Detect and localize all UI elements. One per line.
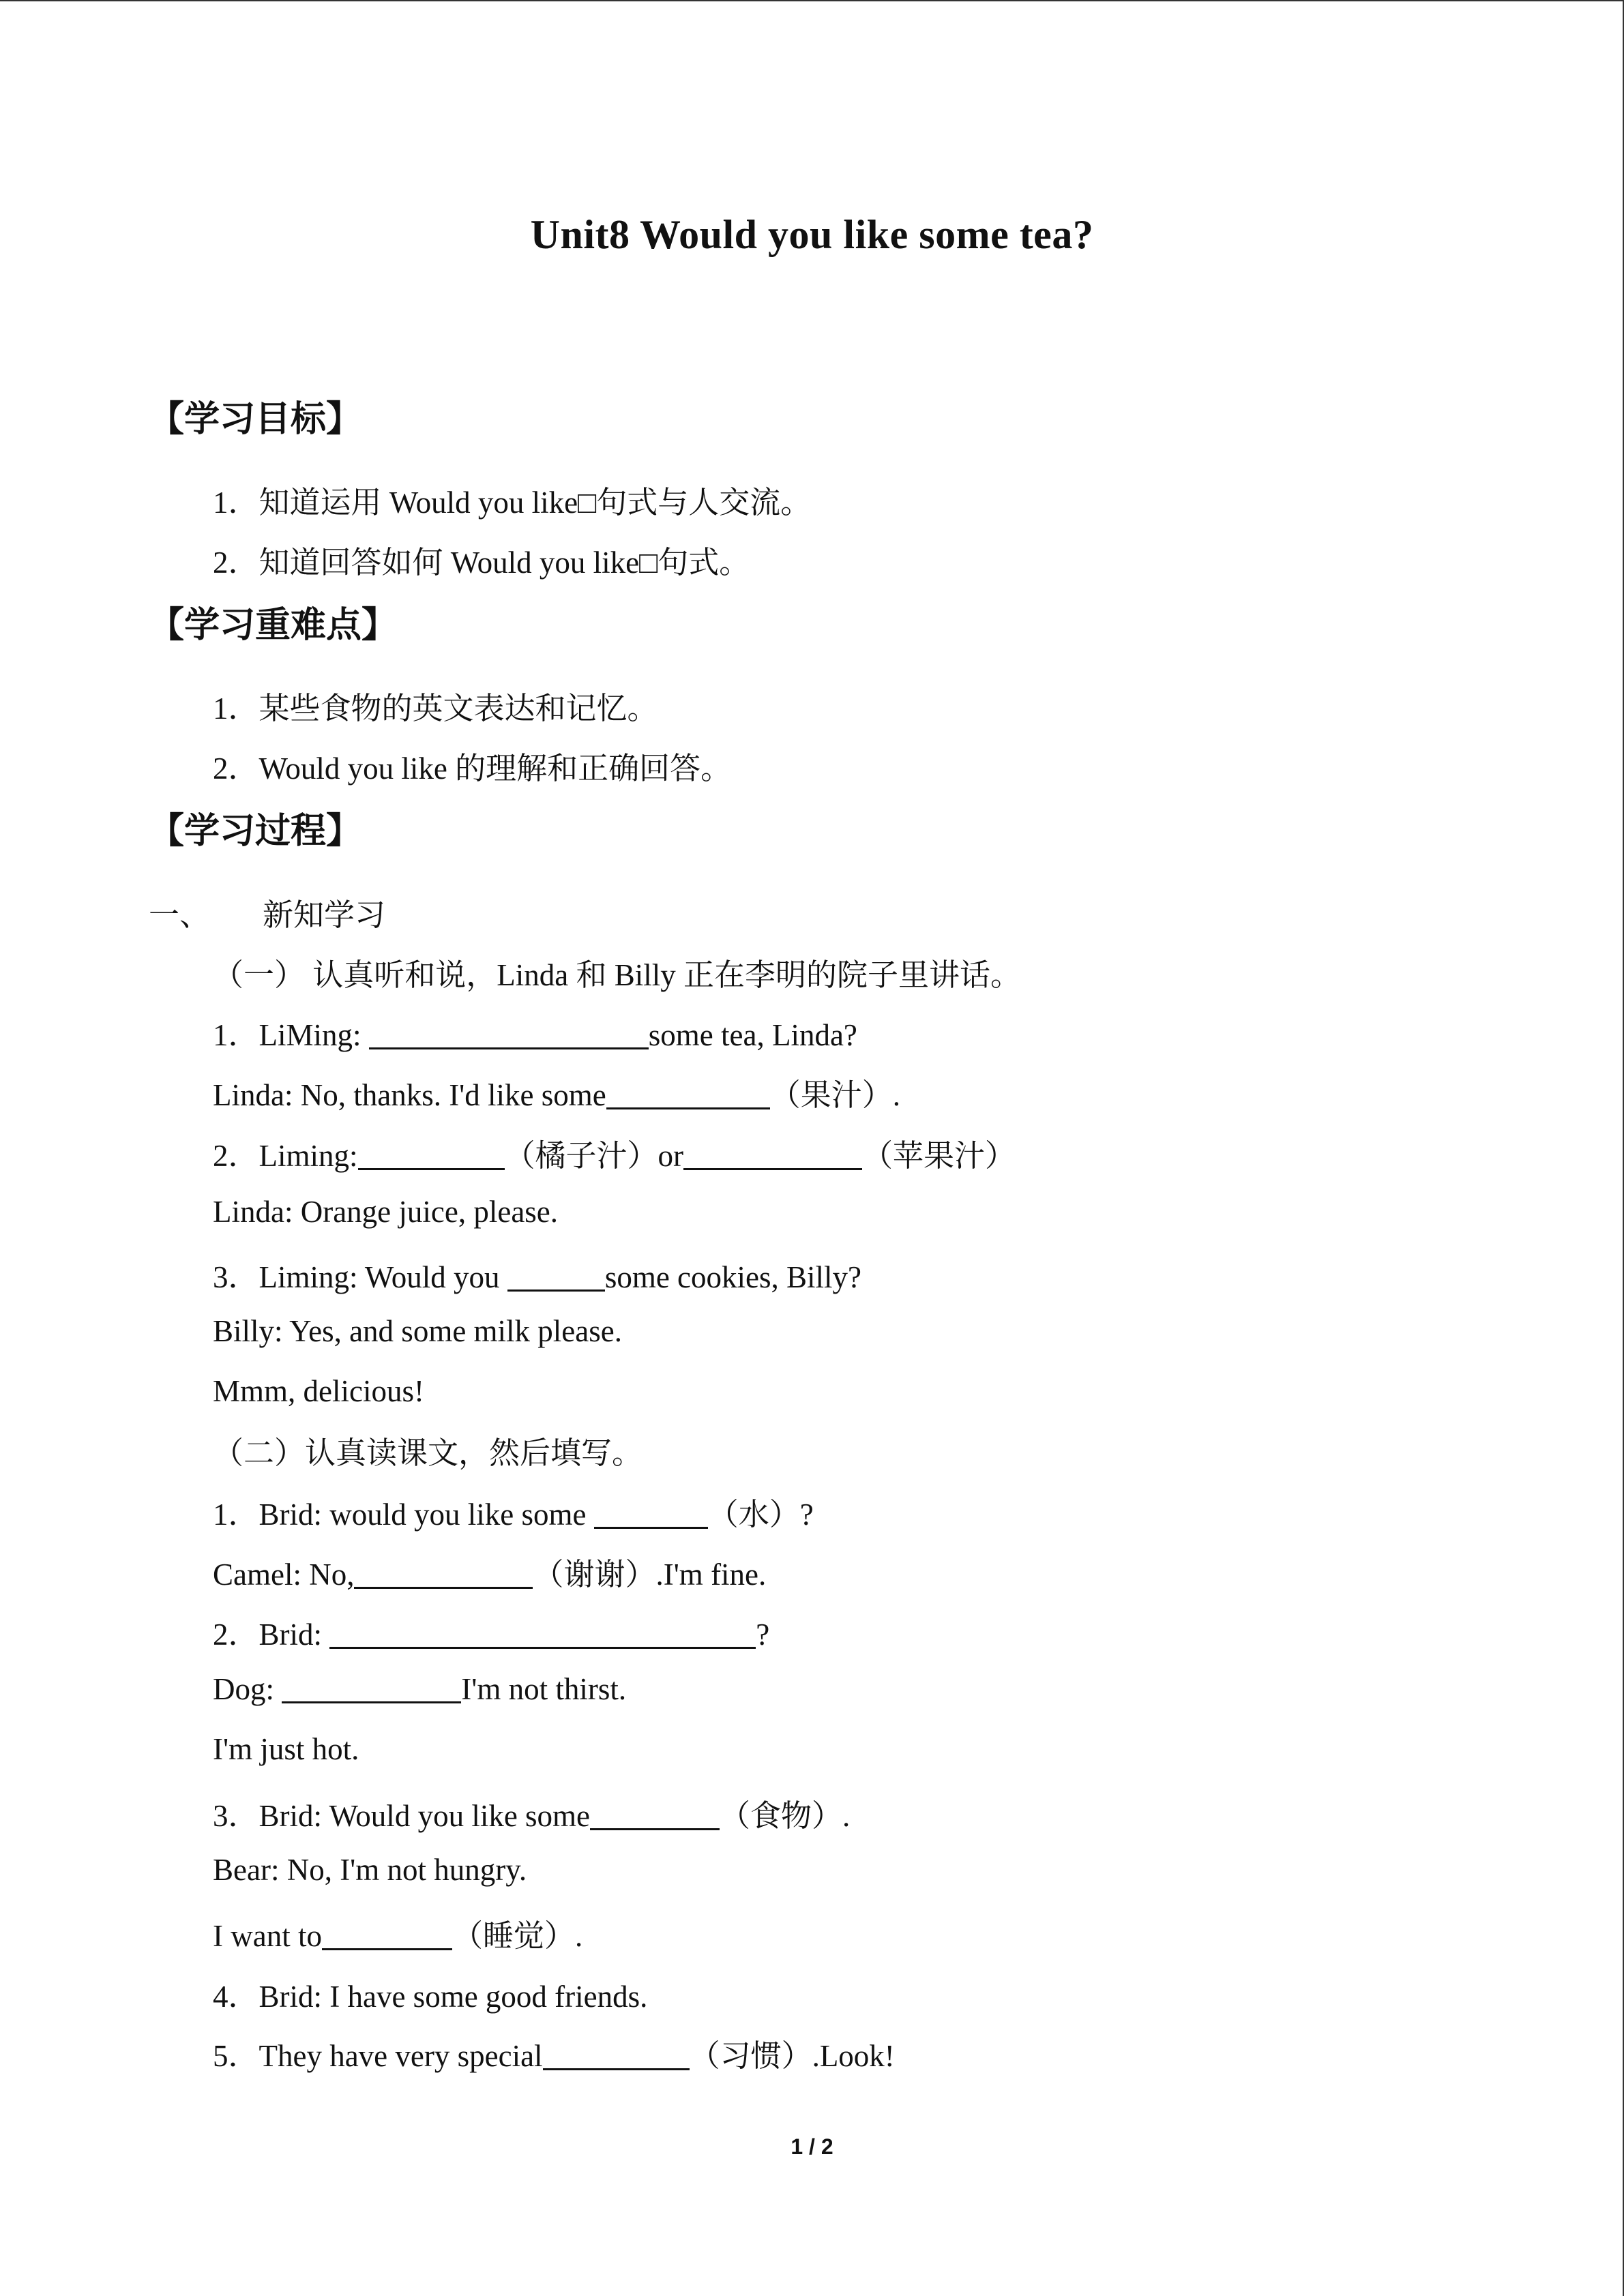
part-number: 一、 bbox=[149, 898, 211, 932]
exercise-line-2a: 2．Liming: （橘子汁）or （苹果汁） bbox=[213, 1139, 1016, 1173]
reading-line-3c: I want to （睡觉）. bbox=[213, 1919, 583, 1953]
exercise-line-2b: Linda: Orange juice, please. bbox=[213, 1195, 559, 1229]
fill-blank[interactable] bbox=[594, 1497, 708, 1529]
subsection-1-heading: （一） 认真听和说，Linda 和 Billy 正在李明的院子里讲话。 bbox=[213, 958, 1021, 992]
document-title: Unit8 Would you like some tea? bbox=[530, 212, 1094, 257]
part-title: 新知学习 bbox=[263, 898, 386, 932]
section-heading-process: 【学习过程】 bbox=[149, 811, 362, 852]
goal-item-1: 1．知道运用 Would you like□句式与人交流。 bbox=[213, 486, 812, 520]
reading-line-2a: 2．Brid: ? bbox=[213, 1617, 770, 1652]
reading-line-2b: Dog: I'm not thirst. bbox=[213, 1672, 627, 1706]
fill-blank[interactable] bbox=[358, 1138, 505, 1170]
exercise-line-1a: 1．LiMing: some tea, Linda? bbox=[213, 1018, 857, 1052]
key-point-item-1: 1．某些食物的英文表达和记忆。 bbox=[213, 691, 658, 726]
fill-blank[interactable] bbox=[507, 1259, 605, 1292]
reading-line-1b: Camel: No, （谢谢）.I'm fine. bbox=[213, 1557, 767, 1592]
section-heading-goals: 【学习目标】 bbox=[149, 399, 362, 440]
subsection-2-heading: （二）认真读课文，然后填写。 bbox=[213, 1436, 643, 1470]
exercise-line-3a: 3．Liming: Would you some cookies, Billy? bbox=[213, 1260, 862, 1294]
goal-item-2: 2．知道回答如何 Would you like□句式。 bbox=[213, 546, 750, 580]
key-point-item-2: 2．Would you like 的理解和正确回答。 bbox=[213, 751, 732, 786]
fill-blank[interactable] bbox=[282, 1671, 461, 1703]
fill-blank[interactable] bbox=[683, 1138, 862, 1170]
fill-blank[interactable] bbox=[606, 1077, 770, 1109]
reading-line-1a: 1．Brid: would you like some （水）? bbox=[213, 1497, 814, 1532]
reading-line-5: 5．They have very special （习惯）.Look! bbox=[213, 2039, 895, 2073]
fill-blank[interactable] bbox=[590, 1798, 720, 1830]
exercise-line-1b: Linda: No, thanks. I'd like some （果汁）. bbox=[213, 1078, 901, 1112]
reading-line-4: 4．Brid: I have some good friends. bbox=[213, 1980, 648, 2014]
exercise-line-3c: Mmm, delicious! bbox=[213, 1374, 424, 1408]
fill-blank[interactable] bbox=[369, 1017, 649, 1049]
fill-blank[interactable] bbox=[543, 2038, 690, 2070]
fill-blank[interactable] bbox=[354, 1557, 533, 1589]
fill-blank[interactable] bbox=[329, 1617, 756, 1649]
exercise-line-3b: Billy: Yes, and some milk please. bbox=[213, 1314, 622, 1348]
fill-blank[interactable] bbox=[322, 1918, 452, 1950]
section-heading-key-points: 【学习重难点】 bbox=[149, 605, 398, 646]
page-number: 1 / 2 bbox=[791, 2134, 833, 2159]
reading-line-3b: Bear: No, I'm not hungry. bbox=[213, 1853, 527, 1887]
reading-line-2c: I'm just hot. bbox=[213, 1732, 359, 1766]
reading-line-3a: 3．Brid: Would you like some （食物）. bbox=[213, 1799, 851, 1833]
